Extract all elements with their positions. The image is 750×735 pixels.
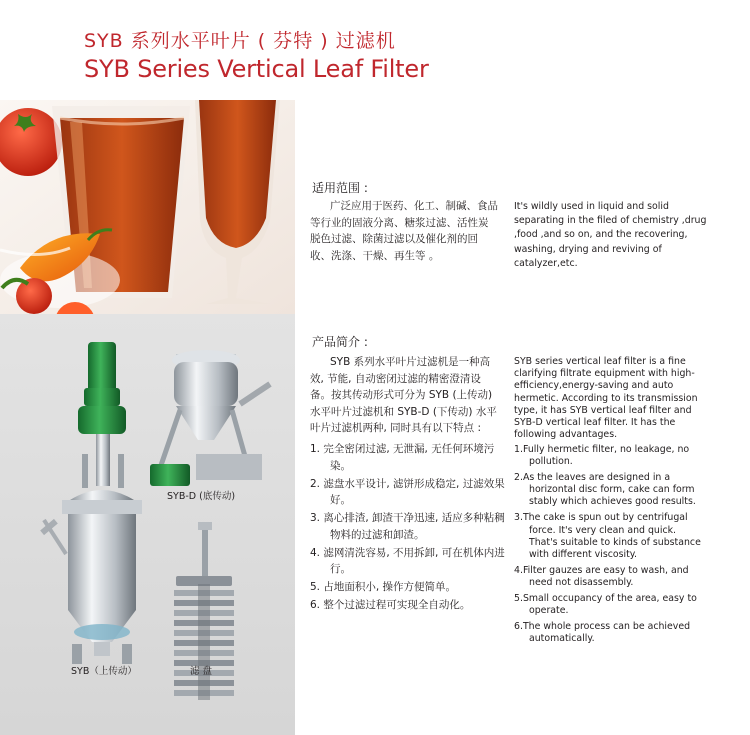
juice-photo xyxy=(0,100,295,314)
feature-item-cn: 1. 完全密闭过滤, 无泄漏, 无任何环境污染。 xyxy=(310,443,495,472)
syb-vessel xyxy=(40,342,142,664)
feature-item-en: 1.Fully hermetic filter, no leakage, no pollution. xyxy=(514,444,690,468)
equipment-panel xyxy=(0,314,295,735)
syb-d-vessel xyxy=(150,350,270,486)
title-chinese: SYB 系列水平叶片 ( 芬特 ) 过滤机 xyxy=(84,30,396,52)
feature-item-cn: 2. 滤盘水平设计, 滤饼形成稳定, 过滤效果好。 xyxy=(310,477,505,506)
title-english: SYB Series Vertical Leaf Filter xyxy=(84,55,429,83)
product-heading: 产品简介 : xyxy=(312,335,368,349)
caption-syb-d: SYB-D (底传动) xyxy=(167,491,236,502)
features-list-cn xyxy=(310,441,510,615)
product-intro-paragraph-cn: SYB 系列水平叶片过滤机是一种高效, 节能, 自动密闭过滤的精密澄清设备。按其传动形式可分为 SYB (上传动) 水平叶片过滤机和 SYB-D (下传动) 水平叶片过滤机两种, 同时具有以下特点 : xyxy=(310,356,497,434)
product-intro-en xyxy=(514,356,706,441)
application-paragraph-en: It's wildly used in liquid and solid separating in the filed of chemistry ,drug ,food ,and so on, and the recovering, washing, drying and reviving of catalyzer,etc. xyxy=(514,201,707,269)
caption-syb: SYB（上传动） xyxy=(71,666,137,677)
feature-item-cn: 5. 占地面积小, 操作方便简单。 xyxy=(310,581,457,593)
feature-item-en: 4.Filter gauzes are easy to wash, and need not disassembly. xyxy=(514,564,689,588)
product-intro-paragraph-en: SYB series vertical leaf filter is a fine clarifying filtrate equipment with high-efficiency,energy-saving and auto hermetic. According to its transmission type, it has SYB vertical leaf filter and SYB-D vertical leaf filter. It has the following advantages. xyxy=(514,356,698,441)
application-text-cn xyxy=(310,198,498,264)
feature-item-en: 3.The cake is spun out by centrifugal force. It's very clean and quick. That's suitable to kinds of substance with different viscosity. xyxy=(514,512,701,560)
feature-item-cn: 3. 离心排渣, 卸渣干净迅速, 适应多种粘稠物料的过滤和卸渣。 xyxy=(310,512,505,541)
caption-filter-disc: 滤 盘 xyxy=(190,666,213,677)
feature-item-cn: 4. 滤网清洗容易, 不用拆卸, 可在机体内进行。 xyxy=(310,546,505,575)
feature-item-en: 6.The whole process can be achieved automatically. xyxy=(514,621,691,645)
application-paragraph-cn: 广泛应用于医药、化工、制碱、食品等行业的固液分离、糖浆过滤、活性炭脱色过滤、除菌过滤以及催化剂的回收、洗涤、干燥、再生等 。 xyxy=(310,200,498,262)
feature-item-en: 2.As the leaves are designed in a horizontal disc form, cake can form stably which achieves good results. xyxy=(514,472,696,508)
equipment-illustration xyxy=(0,314,295,735)
product-intro-cn xyxy=(310,354,500,437)
juice-illustration xyxy=(0,100,295,314)
application-text-en xyxy=(514,200,714,271)
features-list-en xyxy=(514,444,704,649)
feature-item-cn: 6. 整个过滤过程可实现全自动化。 xyxy=(310,599,471,611)
feature-item-en: 5.Small occupancy of the area, easy to operate. xyxy=(514,593,697,617)
application-heading: 适用范围 : xyxy=(312,181,368,195)
